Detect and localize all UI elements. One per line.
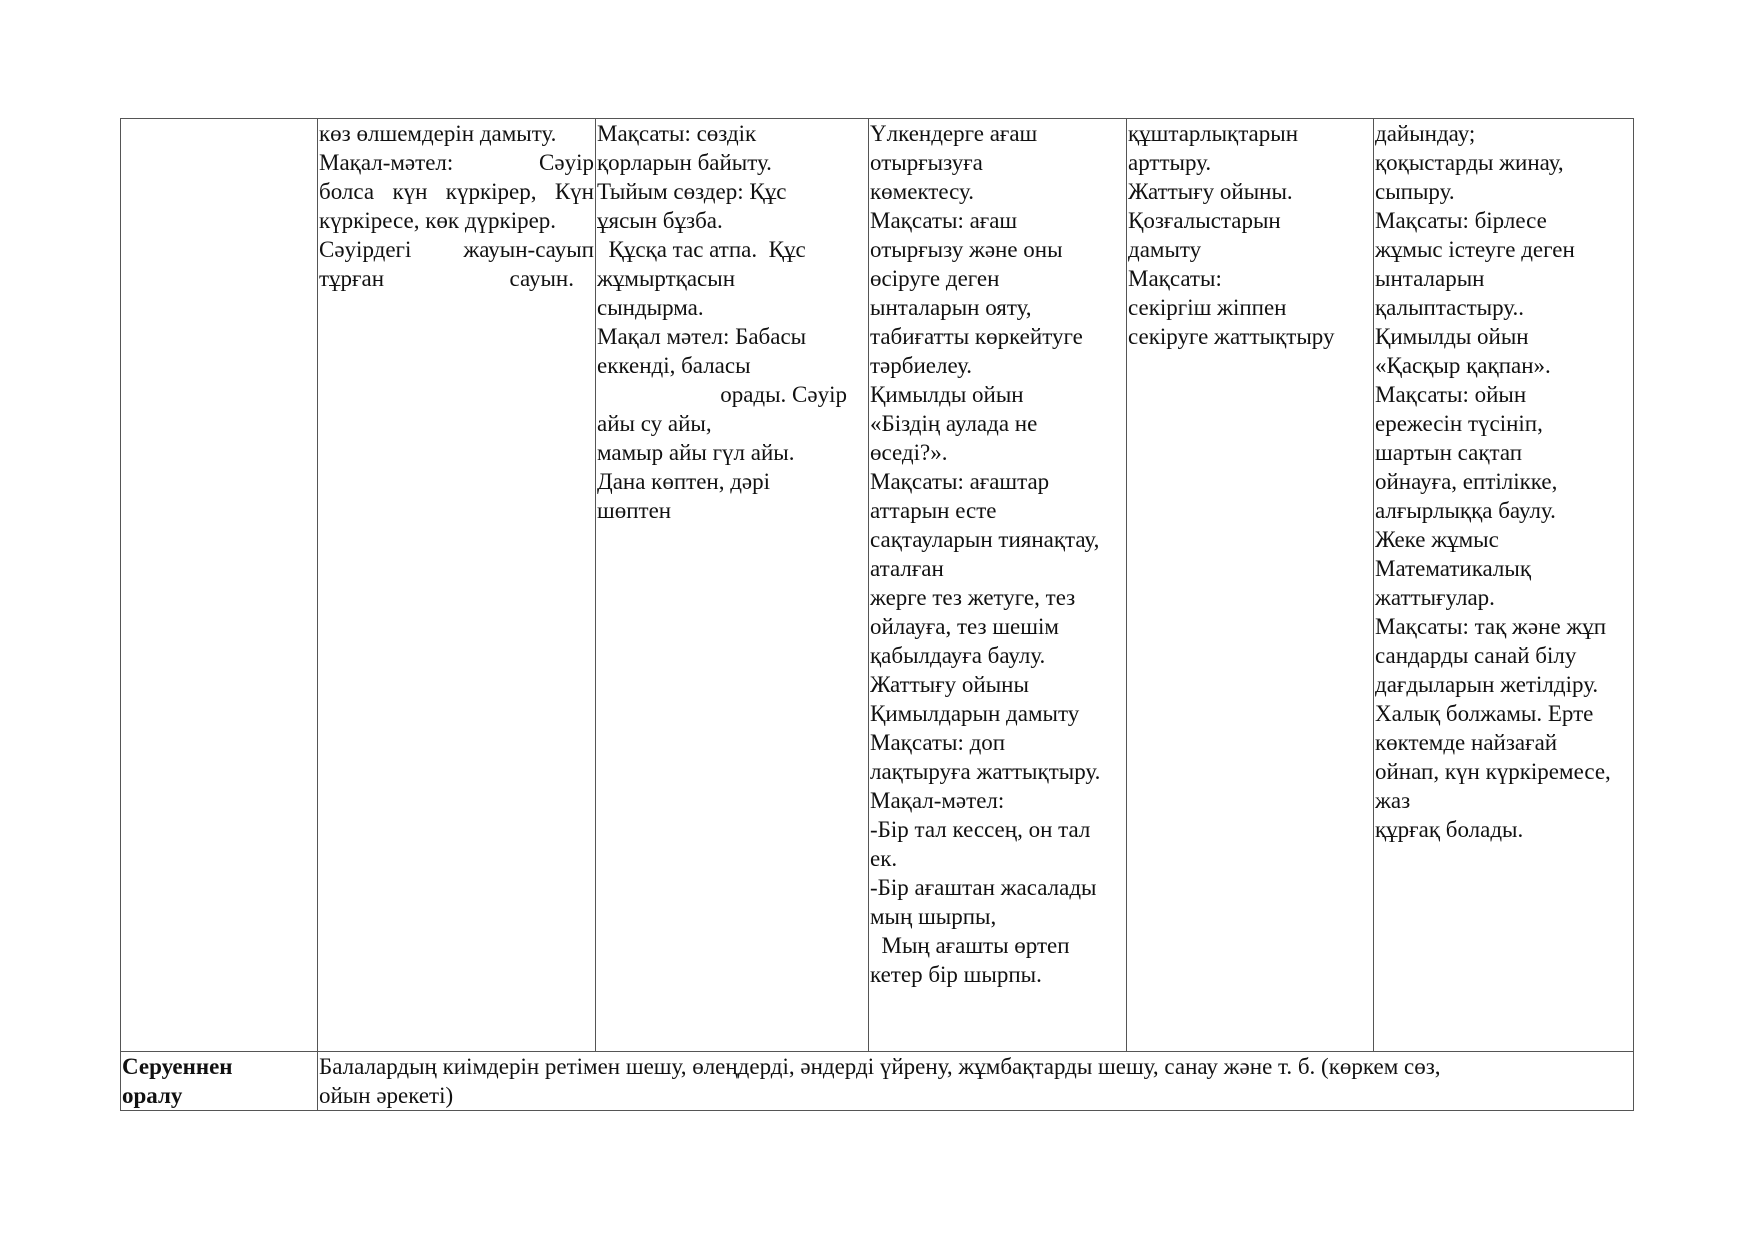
cell-text-line: табиғатты көркейтуге: [870, 324, 1083, 349]
cell-text-line: Мақсаты: сөздік: [597, 121, 757, 146]
cell-text-line: «Қасқыр қақпан».: [1375, 353, 1551, 378]
cell-text-line: «Біздің аулада не: [870, 411, 1038, 436]
cell-text-line: Мақсаты: тақ және жұп: [1375, 614, 1607, 639]
cell-text-line: Қимылды ойын: [1375, 324, 1529, 349]
cell-text-line: ойнауға, ептілікке,: [1375, 469, 1558, 494]
cell-text-line: дамыту: [1128, 237, 1202, 262]
cell-text-line: арттыру.: [1128, 150, 1212, 175]
cell-text-line: жерге тез жетуге, тез: [870, 585, 1076, 610]
cell-text-line: шартын сақтап: [1375, 440, 1523, 465]
cell-text-line: тәрбиелеу.: [870, 353, 973, 378]
cell-text-line: Мың ағашты өртеп: [870, 933, 1070, 958]
cell-text-line: күркіресе, көк дүркірер.: [319, 208, 557, 233]
cell-text-word: сауын.: [509, 266, 574, 291]
cell-text-line: жұмыртқасын: [597, 266, 735, 291]
cell-text-line: Жеке жұмыс: [1375, 527, 1499, 552]
cell-text-line: қабылдауға баулу.: [870, 643, 1046, 668]
cell-text-word: күркірер,: [445, 179, 537, 204]
cell-text-line: Құсқа тас атпа. Құс: [597, 237, 806, 262]
cell-text-line: ұясын бұзба.: [597, 208, 723, 233]
cell-text-line: ынталарын: [1375, 266, 1485, 291]
cell-text-line: -Бір ағаштан жасалады: [870, 875, 1097, 900]
cell-text-line: Мақсаты: ағаш: [870, 208, 1018, 233]
row-label-line: Серуеннен: [122, 1054, 233, 1079]
row-label-cell: [121, 1052, 318, 1111]
cell-text-line: Мақсаты: доп: [870, 730, 1006, 755]
cell-text-line: секіруге жаттықтыру: [1128, 324, 1335, 349]
cell-text-line: көктемде найзағай: [1375, 730, 1558, 755]
cell-text-line: дайындау;: [1375, 121, 1476, 146]
cell-text-line: Мақсаты:: [1128, 266, 1222, 291]
cell-text-line: ынталарын ояту,: [870, 295, 1032, 320]
schedule-table: [120, 118, 1634, 1111]
cell-text-line: [319, 177, 594, 206]
cell-text-line: лақтыруға жаттықтыру.: [870, 759, 1101, 784]
cell-col2: [318, 119, 596, 1052]
cell-text-line: орады. Сәуір: [720, 382, 847, 407]
cell-text-line: өседі?».: [870, 440, 948, 465]
cell-text-word: күн: [392, 179, 428, 204]
cell-text-line: Математикалық: [1375, 556, 1532, 581]
cell-text-line: [319, 148, 594, 177]
cell-text-line: Тыйым сөздер: Құс: [597, 179, 787, 204]
cell-text-line: қалыптастыру..: [1375, 295, 1524, 320]
cell-text-line: жұмыс істеуге деген: [1375, 237, 1575, 262]
cell-text-line: Мақсаты: бірлесе: [1375, 208, 1547, 233]
cell-text-line: сыпыру.: [1375, 179, 1455, 204]
cell-text-word: тұрған: [319, 266, 385, 291]
cell-text-line: [319, 235, 594, 264]
cell-text-word: Мақал-мәтел:: [319, 150, 454, 175]
cell-text-line: аталған: [870, 556, 944, 581]
cell-text-word: болса: [319, 179, 375, 204]
cell-text-line: Жаттығу ойыны.: [1128, 179, 1293, 204]
cell-text-line: көз өлшемдерін дамыту.: [319, 121, 557, 146]
cell-text-line: мамыр айы гүл айы.: [597, 440, 795, 465]
cell-text-line: Қозғалыстарын: [1128, 208, 1281, 233]
cell-text-line: отырғызу және оны: [870, 237, 1063, 262]
cell-text-line: Қимылдарын дамыту: [870, 701, 1080, 726]
cell-text-line: Жаттығу ойыны: [870, 672, 1029, 697]
row-label-cell-empty: [121, 119, 318, 1052]
cell-text-line: Халық болжамы. Ерте: [1375, 701, 1594, 726]
cell-text-line: көмектесу.: [870, 179, 974, 204]
cell-text-line: сындырма.: [597, 295, 704, 320]
cell-col5: [1127, 119, 1374, 1052]
row-text-line: ойын әрекеті): [319, 1083, 454, 1108]
cell-text-line: ойнап, күн күркіремесе,: [1375, 759, 1611, 784]
cell-text-line: ережесін түсініп,: [1375, 411, 1543, 436]
cell-text-word: Күн: [554, 179, 594, 204]
cell-text-line: Үлкендерге ағаш: [870, 121, 1038, 146]
cell-text-word: Сәуір: [539, 150, 594, 175]
cell-text-line: дағдыларын жетілдіру.: [1375, 672, 1599, 697]
cell-text-line: сандарды санай білу: [1375, 643, 1577, 668]
cell-col4: [869, 119, 1127, 1052]
cell-text-line: ойлауға, тез шешім: [870, 614, 1059, 639]
cell-text-line: алғырлыққа баулу.: [1375, 498, 1556, 523]
cell-text-word: Сәуірдегі: [319, 237, 412, 262]
cell-text-line: Мақсаты: ойын: [1375, 382, 1527, 407]
cell-text-line: Қимылды ойын: [870, 382, 1024, 407]
cell-text-line: отырғызуға: [870, 150, 983, 175]
cell-text-line: Мақал мәтел: Бабасы: [597, 324, 807, 349]
cell-col6: [1374, 119, 1634, 1052]
cell-text-word: жауын-сауып: [463, 237, 594, 262]
row-label-line: оралу: [122, 1083, 183, 1108]
cell-text-line: құштарлықтарын: [1128, 121, 1299, 146]
cell-text-line: өсіруге деген: [870, 266, 1000, 291]
cell-text-line: [319, 264, 594, 293]
cell-text-line: Мақал-мәтел:: [870, 788, 1005, 813]
table-row: [121, 119, 1634, 1052]
table-row: [121, 1052, 1634, 1111]
cell-text-line: сақтауларын тиянақтау,: [870, 527, 1100, 552]
cell-text-line: қорларын байыту.: [597, 150, 772, 175]
cell-text-line: ек.: [870, 846, 898, 871]
cell-text-line: шөптен: [597, 498, 672, 523]
cell-text-line: айы су айы,: [597, 411, 712, 436]
cell-text-line: секіргіш жіппен: [1128, 295, 1287, 320]
cell-text-line: аттарын есте: [870, 498, 997, 523]
cell-text-line: құрғақ болады.: [1375, 817, 1524, 842]
cell-col3: [596, 119, 869, 1052]
cell-text-line: мың шырпы,: [870, 904, 997, 929]
cell-text-line: кетер бір шырпы.: [870, 962, 1042, 987]
cell-text-line: -Бір тал кессең, он тал: [870, 817, 1091, 842]
row-text-line: Балалардың киімдерін ретімен шешу, өлеңдерді, әндерді үйрену, жұмбақтарды шешу, санау және т. б. (көркем сөз,: [319, 1054, 1441, 1079]
cell-text-line: Дана көптен, дәрі: [597, 469, 771, 494]
cell-text-line: еккенді, баласы: [597, 353, 751, 378]
cell-text-line: жаттығулар.: [1375, 585, 1495, 610]
row-text-cell: [318, 1052, 1634, 1111]
cell-text-line: жаз: [1375, 788, 1411, 813]
cell-text-line: Мақсаты: ағаштар: [870, 469, 1050, 494]
cell-text-line: қоқыстарды жинау,: [1375, 150, 1564, 175]
